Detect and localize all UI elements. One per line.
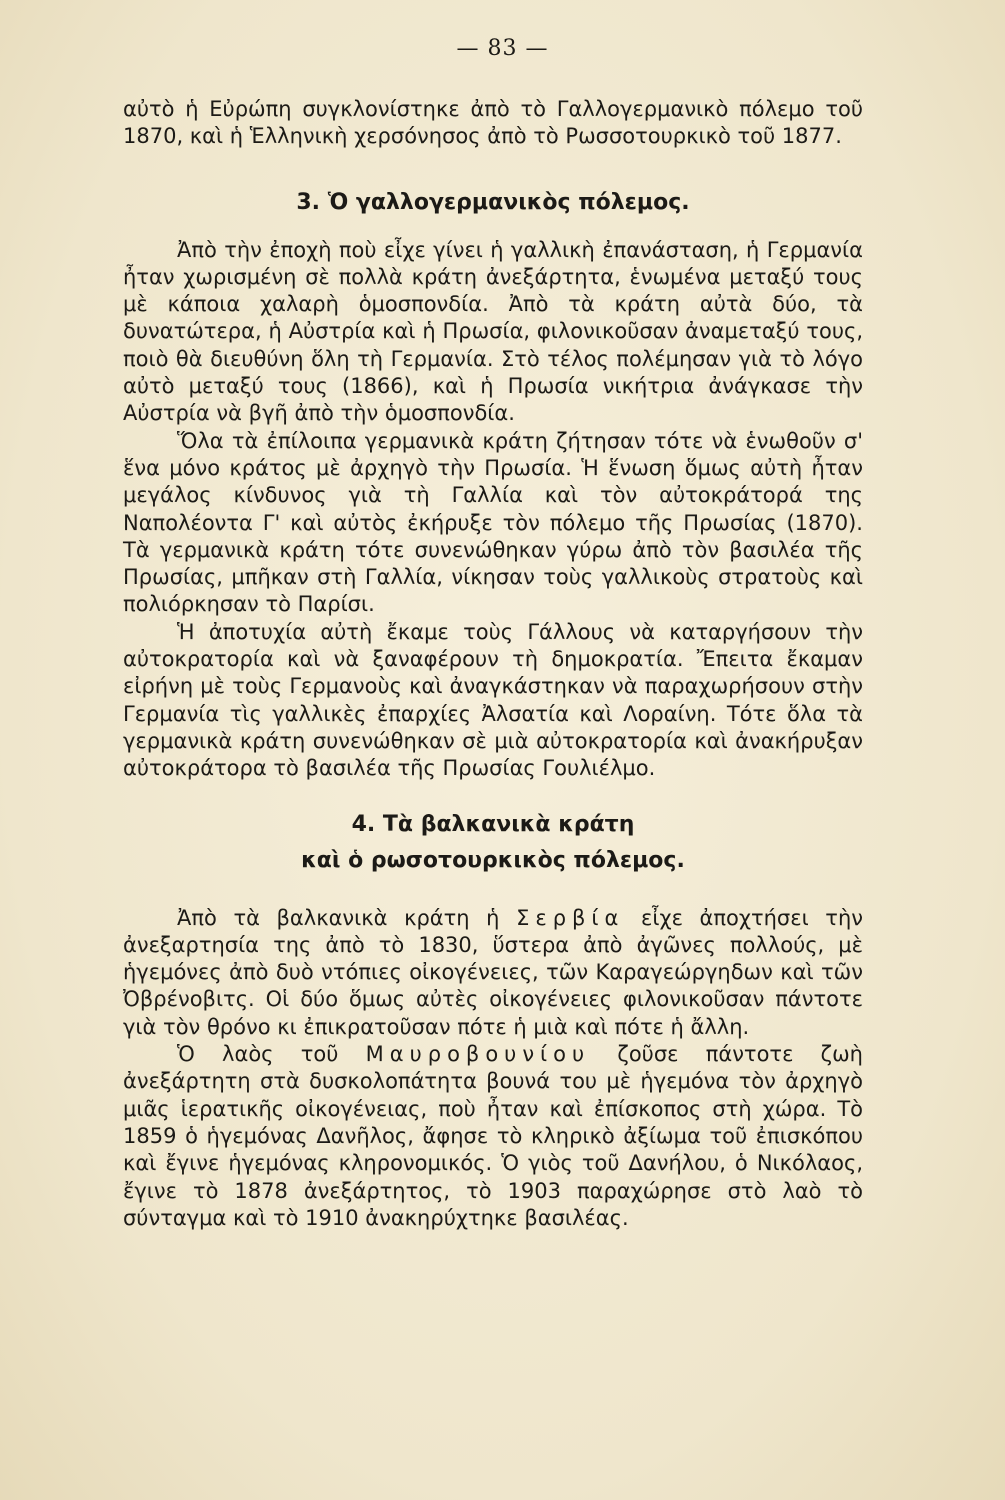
montenegro-para-end: ζοῦσε πάντοτε ζωὴ ἀνεξάρτητη στὰ δυσκολοπάτητα βουνά του μὲ ἡγεμόνα τὸν ἀρχηγὸ μιᾶς ἱερατικῆς οἰκογένειας, ποὺ ἦταν καὶ ἐπίσκοπος στὴ χώρα. Τὸ 1859 ὁ ἡγεμόνας Δανῆλος, ἄφησε τὸ κληρικὸ ἀξίωμα τοῦ ἐπισκόπου καὶ ἔγινε ἡγεμόνας κληρονομικός. Ὁ γιὸς τοῦ Δανήλου, ὁ Νικόλαος, ἔγινε τὸ 1878 ἀνεξάρτητος, τὸ 1903 παραχώρησε στὸ λαὸ τὸ σύνταγμα καὶ τὸ 1910 ἀνακηρύχτηκε βασιλέας. [123, 1042, 863, 1230]
section-4-heading [123, 807, 863, 879]
section-3-paragraph-1: Ἀπὸ τὴν ἐποχὴ ποὺ εἶχε γίνει ἡ γαλλικὴ ἐπανάσταση, ἡ Γερμανία ἦταν χωρισμένη σὲ πολλὰ κράτη ἀνεξάρτητα, ἑνωμένα μεταξύ τους μὲ κάποια χαλαρὴ ὁμοσπονδία. Ἀπὸ τὰ κράτη αὐτὰ δύο, τὰ δυνατώτερα, ἡ Αὐστρία καὶ ἡ Πρωσία, φιλονικοῦσαν ἀναμεταξύ τους, ποιὸ θὰ διευθύνη ὅλη τὴ Γερμανία. Στὸ τέλος πολέμησαν γιὰ τὸ λόγο αὐτὸ μεταξύ τους (1866), καὶ ἡ Πρωσία νικήτρια ἀνάγκασε τὴν Αὐστρία νὰ βγῆ ἀπὸ τὴν ὁμοσπονδία. [123, 237, 863, 426]
serbia-para-start: Ἀπὸ τὰ βαλκανικὰ κράτη ἡ [177, 905, 517, 930]
intro-paragraph: αὐτὸ ἡ Εὐρώπη συγκλονίστηκε ἀπὸ τὸ Γαλλογερμανικὸ πόλεμο τοῦ 1870, καὶ ἡ Ἑλληνικὴ χερσόνησος ἀπὸ τὸ Ρωσσοτουρκικὸ τοῦ 1877. [123, 97, 863, 149]
page-content [123, 96, 863, 1232]
montenegro-spaced-word: Μαυροβουνίου [365, 1042, 591, 1067]
section-3-paragraph-2: Ὅλα τὰ ἐπίλοιπα γερμανικὰ κράτη ζήτησαν τότε νὰ ἑνωθοῦν σ' ἕνα μόνο κράτος μὲ ἀρχηγὸ τὴν Πρωσία. Ἡ ἕνωση ὅμως αὐτὴ ἦταν μεγάλος κίνδυνος γιὰ τὴ Γαλλία καὶ τὸν αὐτοκράτορά της Ναπολέοντα Γ' καὶ αὐτὸς ἐκήρυξε τὸν πόλεμο τῆς Πρωσίας (1870). Τὰ γερμανικὰ κράτη τότε συνενώθηκαν γύρω ἀπὸ τὸν βασιλέα τῆς Πρωσίας, μπῆκαν στὴ Γαλλία, νίκησαν τοὺς γαλλικοὺς στρατοὺς καὶ πολιόρκησαν τὸ Παρίσι. [123, 428, 863, 617]
serbia-para-end: εἶχε ἀποχτήσει τὴν ἀνεξαρτησία της ἀπὸ τὸ 1830, ὕστερα ἀπὸ ἀγῶνες πολλούς, μὲ ἡγεμόνες ἀπὸ δυὸ ντόπιες οἰκογένειες, τῶν Καραγεώργηδων καὶ τῶν Ὀβρένοβιτς. Οἱ δύο ὅμως αὐτὲς οἰκογένειες φιλονικοῦσαν πάντοτε γιὰ τὸν θρόνο κι ἐπικρατοῦσαν πότε ἡ μιὰ καὶ πότε ἡ ἄλλη. [123, 905, 863, 1039]
section-4-title-line-2: καὶ ὁ ρωσοτουρκικὸς πόλεμος. [301, 847, 685, 873]
section-3-title: 3. Ὁ γαλλογερμανικὸς πόλεμος. [296, 189, 690, 215]
section-3-paragraph-3: Ἡ ἀποτυχία αὐτὴ ἔκαμε τοὺς Γάλλους νὰ καταργήσουν τὴν αὐτοκρατορία καὶ νὰ ξαναφέρουν τὴ δημοκρατία. Ἔπειτα ἔκαμαν εἰρήνη μὲ τοὺς Γερμανοὺς καὶ ἀναγκάστηκαν νὰ παραχωρήσουν στὴν Γερμανία τὶς γαλλικὲς ἐπαρχίες Ἀλσατία καὶ Λοραίνη. Τότε ὅλα τὰ γερμανικὰ κράτη συνενώθηκαν σὲ μιὰ αὐτοκρατορία καὶ ἀνακήρυξαν αὐτοκράτορα τὸ βασιλέα τῆς Πρωσίας Γουλιέλμο. [123, 619, 863, 781]
section-4-paragraph-2 [123, 1041, 863, 1232]
page-number: — 83 — [456, 36, 549, 61]
section-4-title-line-1: 4. Τὰ βαλκανικὰ κράτη [351, 811, 635, 837]
section-4-paragraph-1 [123, 905, 863, 1041]
serbia-spaced-word: Σερβία [516, 905, 625, 930]
montenegro-para-start: Ὁ λαὸς τοῦ [177, 1042, 366, 1067]
